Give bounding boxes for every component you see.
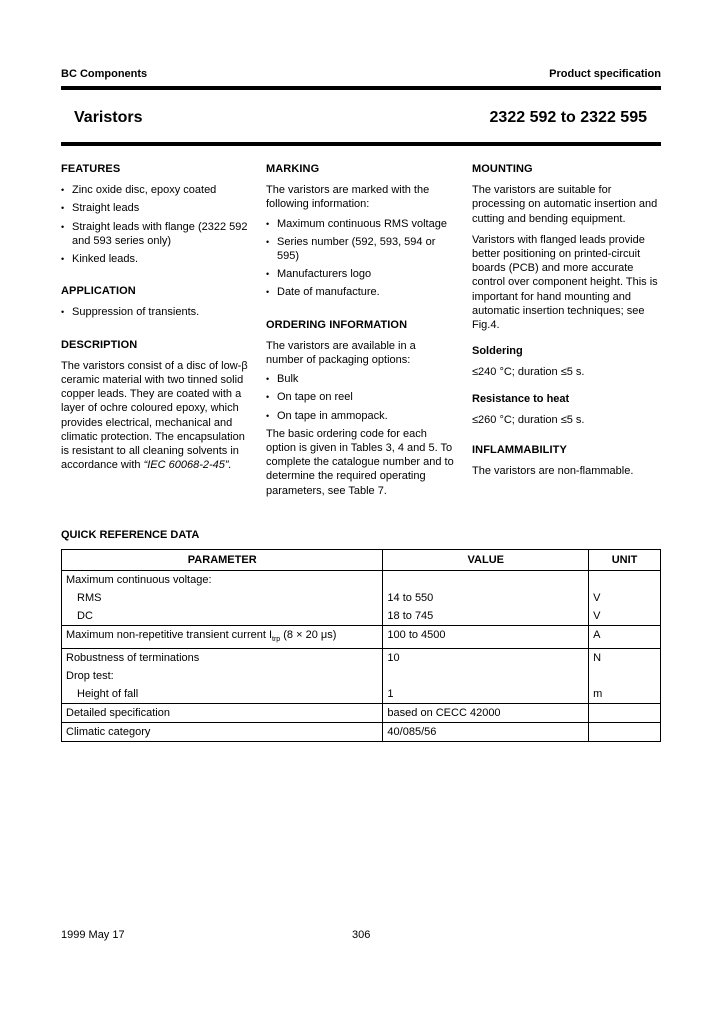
cell-unit: V bbox=[589, 589, 661, 607]
marking-item: • Maximum continuous RMS voltage bbox=[266, 217, 456, 231]
cell-parameter-subscript: trp bbox=[272, 636, 281, 644]
ordering-section bbox=[266, 318, 456, 498]
table-row bbox=[62, 626, 661, 649]
marking-item: • Date of manufacture. bbox=[266, 285, 456, 299]
cell-value: 1 bbox=[383, 685, 589, 704]
header-value: VALUE bbox=[383, 550, 589, 571]
feature-item: • Zinc oxide disc, epoxy coated bbox=[61, 183, 251, 197]
marking-item: • Series number (592, 593, 594 or 595) bbox=[266, 235, 456, 263]
header-rule bbox=[61, 86, 661, 90]
table-row bbox=[62, 704, 661, 723]
product-title: Varistors bbox=[74, 109, 143, 126]
mounting-text-1: The varistors are suitable for processing on automatic insertion and cutting and bending equipment. bbox=[472, 184, 658, 225]
features-heading: FEATURES bbox=[61, 163, 121, 175]
cell-value: 14 to 550 bbox=[383, 589, 589, 607]
cell-parameter-text: DC bbox=[77, 610, 93, 622]
cell-parameter: Climatic category bbox=[62, 723, 383, 742]
cell-value: 100 to 4500 bbox=[383, 626, 589, 649]
feature-item: • Kinked leads. bbox=[61, 252, 251, 266]
document-type: Product specification bbox=[549, 68, 661, 80]
cell-unit: m bbox=[589, 685, 661, 704]
cell-value: 18 to 745 bbox=[383, 607, 589, 626]
cell-unit bbox=[589, 571, 661, 590]
cell-unit bbox=[589, 667, 661, 685]
cell-unit: N bbox=[589, 649, 661, 668]
mounting-text-2: Varistors with flanged leads provide better positioning on printed-circuit boards (PCB) and more accurate control over component height. This is important for hand mounting and automatic insertion techniques; see Fig.4. bbox=[472, 233, 658, 332]
description-heading: DESCRIPTION bbox=[61, 338, 138, 351]
marking-intro: The varistors are marked with the following information: bbox=[266, 184, 430, 211]
quick-reference-table bbox=[61, 549, 661, 742]
cell-unit bbox=[589, 704, 661, 723]
cell-parameter: Detailed specification bbox=[62, 704, 383, 723]
header-parameter: PARAMETER bbox=[62, 550, 383, 571]
heat-resistance-heading: Resistance to heat bbox=[472, 392, 570, 405]
column-middle bbox=[266, 162, 456, 516]
soldering-section bbox=[472, 344, 662, 379]
column-right bbox=[472, 162, 662, 496]
cell-value: 40/085/56 bbox=[383, 723, 589, 742]
ordering-text: The basic ordering code for each option is given in Tables 3, 4 and 5. To complete the catalogue number and to determine the required operating parameters, see Table 7. bbox=[266, 427, 454, 497]
description-standard-ref: “IEC 60068-2-45”. bbox=[143, 459, 232, 472]
cell-value: 10 bbox=[383, 649, 589, 668]
ordering-item: • On tape on reel bbox=[266, 390, 456, 404]
cell-unit: A bbox=[589, 626, 661, 649]
header-unit: UNIT bbox=[589, 550, 661, 571]
mounting-heading: MOUNTING bbox=[472, 163, 533, 175]
cell-parameter-text: RMS bbox=[77, 592, 102, 604]
ordering-item: • On tape in ammopack. bbox=[266, 409, 456, 423]
description-text: The varistors consist of a disc of low-β ceramic material with two tinned solid copper leads. They are coated with a layer of ochre coloured epoxy, which provides electrical, mechanical and climatic protection. The encapsulation is resistant to all cleaning solvents in accordance with bbox=[61, 359, 248, 472]
inflammability-heading: INFLAMMABILITY bbox=[472, 444, 567, 457]
application-section bbox=[61, 284, 251, 319]
page-number: 306 bbox=[352, 929, 371, 941]
column-left bbox=[61, 162, 251, 490]
cell-parameter bbox=[62, 626, 383, 649]
soldering-heading: Soldering bbox=[472, 345, 523, 358]
cell-parameter bbox=[62, 607, 383, 626]
table-header-row bbox=[62, 550, 661, 571]
ordering-item: • Bulk bbox=[266, 372, 456, 386]
footer-date: 1999 May 17 bbox=[61, 929, 125, 941]
qrd-title: QUICK REFERENCE DATA bbox=[61, 529, 200, 541]
table-row bbox=[62, 685, 661, 704]
cell-unit: V bbox=[589, 607, 661, 626]
application-item: • Suppression of transients. bbox=[61, 305, 251, 319]
ordering-intro: The varistors are available in a number of packaging options: bbox=[266, 339, 416, 367]
application-heading: APPLICATION bbox=[61, 285, 136, 298]
marking-heading: MARKING bbox=[266, 163, 320, 175]
cell-parameter bbox=[62, 685, 383, 704]
table-row bbox=[62, 571, 661, 590]
title-rule bbox=[61, 142, 661, 146]
marking-section bbox=[266, 162, 456, 300]
heat-resistance-text: ≤260 °C; duration ≤5 s. bbox=[472, 413, 585, 426]
feature-item: • Straight leads bbox=[61, 201, 251, 215]
cell-parameter-text: Height of fall bbox=[77, 688, 139, 701]
cell-value: based on CECC 42000 bbox=[383, 704, 589, 723]
soldering-text: ≤240 °C; duration ≤5 s. bbox=[472, 366, 585, 379]
table-row bbox=[62, 723, 661, 742]
cell-parameter-suffix: (8 × 20 μs) bbox=[280, 629, 337, 641]
cell-value bbox=[383, 571, 589, 590]
cell-parameter bbox=[62, 589, 383, 607]
cell-unit bbox=[589, 723, 661, 742]
cell-value bbox=[383, 667, 589, 685]
company-name: BC Components bbox=[61, 68, 148, 80]
inflammability-section bbox=[472, 443, 662, 478]
description-section bbox=[61, 338, 251, 473]
cell-parameter-text: Maximum non-repetitive transient current I bbox=[66, 629, 273, 641]
mounting-section bbox=[472, 162, 662, 332]
cell-parameter: Drop test: bbox=[62, 667, 383, 685]
cell-parameter: Maximum continuous voltage: bbox=[62, 571, 383, 590]
heat-resistance-section bbox=[472, 392, 662, 427]
cell-parameter: Robustness of terminations bbox=[62, 649, 383, 668]
table-row bbox=[62, 607, 661, 626]
product-range: 2322 592 to 2322 595 bbox=[489, 109, 647, 126]
features-section bbox=[61, 162, 251, 266]
feature-item: • Straight leads with flange (2322 592 and 593 series only) bbox=[61, 220, 251, 248]
table-row bbox=[62, 649, 661, 668]
table-row bbox=[62, 589, 661, 607]
table-row bbox=[62, 667, 661, 685]
inflammability-text: The varistors are non-flammable. bbox=[472, 465, 634, 478]
marking-item: • Manufacturers logo bbox=[266, 267, 456, 281]
ordering-heading: ORDERING INFORMATION bbox=[266, 318, 408, 331]
